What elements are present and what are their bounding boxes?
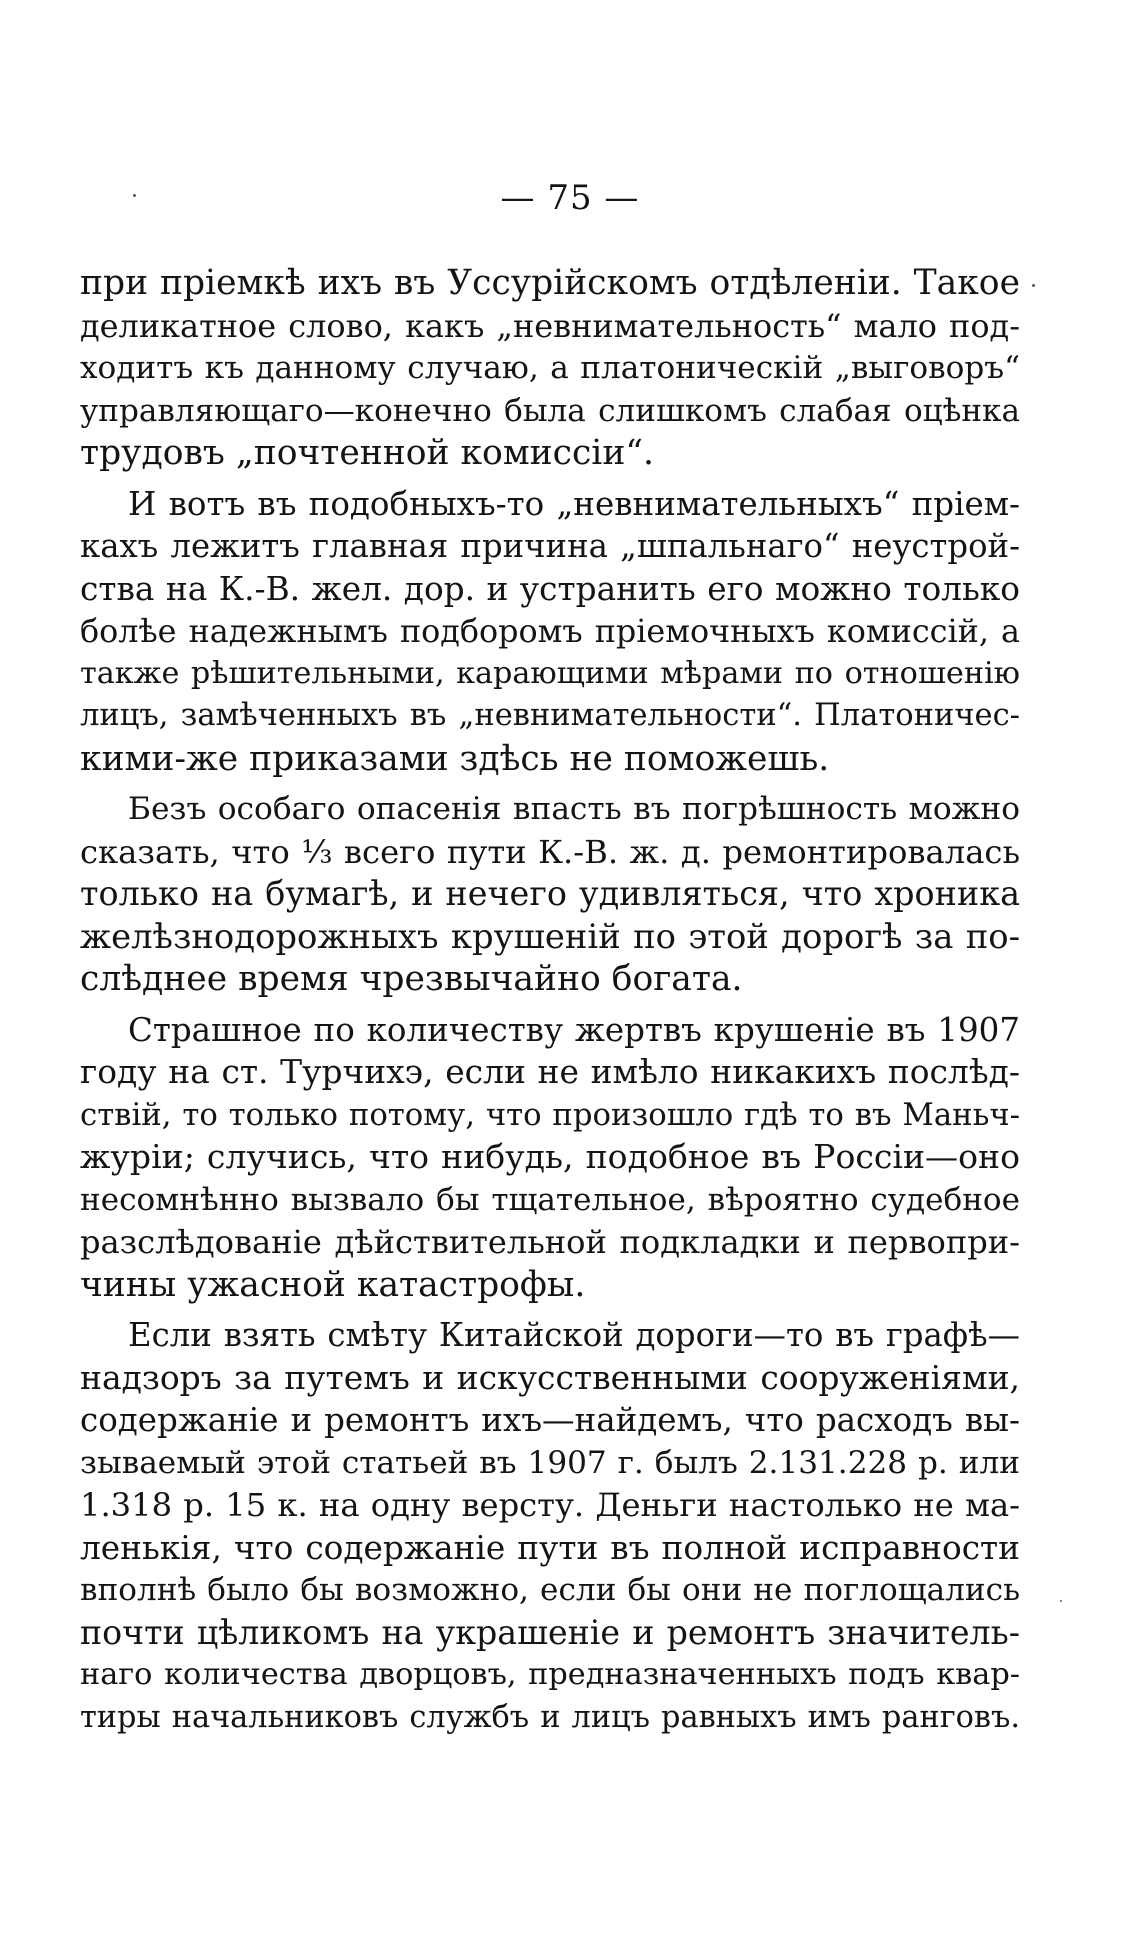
scan-speck <box>1060 1600 1062 1602</box>
text-line: тиры начальниковъ службъ и лицъ равныхъ имъ ранговъ. <box>80 1699 1020 1735</box>
text-line: желѣзнодорожныхъ крушеній по этой дорогѣ за по- <box>80 916 1020 956</box>
scan-speck <box>1032 284 1035 287</box>
text-line: 1.318 р. 15 к. на одну версту. Деньги настолько не ма- <box>80 1486 1020 1524</box>
text-line: трудовъ „почтенной комиссіи“. <box>80 433 654 473</box>
text-line: болѣе надежнымъ подборомъ пріемочныхъ комиссій, а <box>80 612 1020 650</box>
page-number: — 75 — <box>500 178 640 218</box>
text-line: деликатное слово, какъ „невнимательность“ мало под- <box>80 306 1020 345</box>
text-line: при пріемкѣ ихъ въ Уссурійскомъ отдѣленіи. Такое <box>80 263 1020 303</box>
text-line: журіи; случись, что нибудь, подобное въ Россіи—оно <box>80 1137 1020 1176</box>
text-line: И вотъ въ подобныхъ-то „невнимательныхъ“ пріем- <box>128 484 1020 523</box>
text-line: Страшное по количеству жертвъ крушеніе въ 1907 <box>128 1010 1020 1049</box>
paragraph <box>80 262 1020 475</box>
text-line: слѣднее время чрезвычайно богата. <box>80 959 743 999</box>
text-line: чины ужасной катастрофы. <box>80 1264 586 1305</box>
text-line: управляющаго—конечно была слишкомъ слабая оцѣнка <box>80 392 1020 429</box>
text-line: также рѣшительными, карающими мѣрами по отношенію <box>80 655 1020 691</box>
text-line: надзоръ за путемъ и искусственными сооруженіями, <box>80 1357 1020 1397</box>
text-line: Если взять смѣту Китайской дороги—то въ графѣ— <box>128 1316 1020 1354</box>
text-line: зываемый этой статьей въ 1907 г. былъ 2.131.228 р. или <box>80 1444 1020 1481</box>
paragraph <box>80 1314 1020 1739</box>
text-line: ходитъ къ данному случаю, а платоническій „выговоръ“ <box>80 350 1020 386</box>
text-line: почти цѣликомъ на украшеніе и ремонтъ значитель- <box>80 1612 1020 1652</box>
text-line: ленькія, что содержаніе пути въ полной исправности <box>80 1528 1020 1567</box>
paragraph <box>80 1009 1020 1307</box>
text-line: ства на К.-В. жел. дор. и устранить его можно только <box>80 569 1020 608</box>
text-line: году на ст. Турчихэ, если не имѣло никакихъ послѣд- <box>80 1052 1020 1091</box>
text-line: несомнѣнно вызвало бы тщательное, вѣроятно судебное <box>80 1181 1020 1218</box>
text-line: только на бумагѣ, и нечего удивляться, что хроника <box>80 874 1020 913</box>
text-line: сказать, что ⅓ всего пути К.-В. ж. д. ремонтировалась <box>80 832 1020 871</box>
text-line: Безъ особаго опасенія впасть въ погрѣшность можно <box>128 791 1020 827</box>
text-line: лицъ, замѣченныхъ въ „невнимательности“. Платоничес- <box>80 698 1020 733</box>
text-line: вполнѣ было бы возможно, если бы они не поглощались <box>80 1572 1020 1608</box>
text-line: ствій, то только потому, что произошло гдѣ то въ Маньч- <box>80 1096 1020 1133</box>
body-text <box>80 262 1020 1747</box>
text-line: разслѣдованіе дѣйствительной подкладки и первопри- <box>80 1223 1020 1261</box>
paragraph <box>80 483 1020 781</box>
paragraph <box>80 788 1020 1001</box>
text-line: кими-же приказами здѣсь не поможешь. <box>80 738 830 779</box>
text-line: наго количества дворцовъ, предназначенныхъ подъ квар- <box>80 1657 1020 1692</box>
text-line: содержаніе и ремонтъ ихъ—найдемъ, что расходъ вы- <box>80 1401 1020 1439</box>
text-line: кахъ лежитъ главная причина „шпальнаго“ неустрой- <box>80 527 1020 565</box>
